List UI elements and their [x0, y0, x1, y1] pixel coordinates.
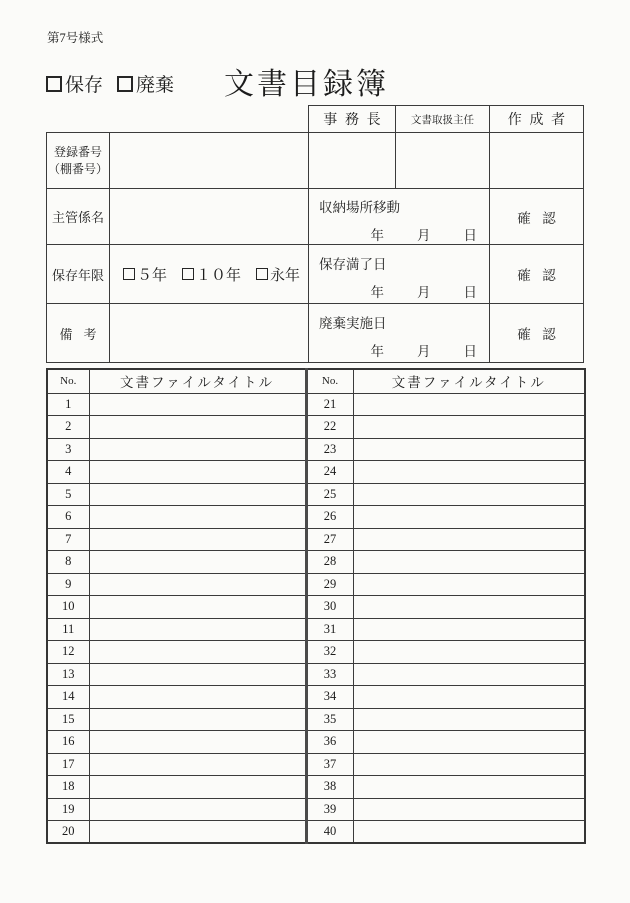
file-title-field-right[interactable]	[353, 393, 585, 416]
file-title-field-right[interactable]	[353, 753, 585, 776]
row-number-right: 39	[306, 798, 353, 821]
file-title-field-right[interactable]	[353, 528, 585, 551]
no-header-right: No.	[306, 369, 353, 393]
row-number-right: 35	[306, 708, 353, 731]
month-label: 月	[417, 227, 431, 243]
file-title-field-left[interactable]	[89, 438, 306, 461]
file-table-header-row	[47, 369, 585, 393]
disposal-date-label: 廃棄実施日	[319, 316, 387, 331]
row-number-left: 17	[47, 753, 89, 776]
row-number-right: 21	[306, 393, 353, 416]
file-title-field-right[interactable]	[353, 618, 585, 641]
row-number-right: 34	[306, 686, 353, 709]
file-title-field-right[interactable]	[353, 573, 585, 596]
file-title-field-right[interactable]	[353, 641, 585, 664]
file-title-field-left[interactable]	[89, 798, 306, 821]
file-title-field-right[interactable]	[353, 821, 585, 844]
retention-5y-label: ５年	[137, 267, 168, 284]
day-label: 日	[463, 227, 477, 243]
row-number-left: 10	[47, 596, 89, 619]
file-title-field-left[interactable]	[89, 641, 306, 664]
file-title-field-left[interactable]	[89, 708, 306, 731]
document-chief-header: 文書取扱主任	[396, 106, 490, 133]
creator-header: 作成者	[490, 106, 584, 133]
file-table-row	[47, 528, 585, 551]
form-number: 第7号様式	[47, 31, 104, 45]
file-title-field-right[interactable]	[353, 461, 585, 484]
row-number-left: 7	[47, 528, 89, 551]
file-table-body	[47, 393, 585, 843]
row-number-right: 26	[306, 506, 353, 529]
row-number-left: 11	[47, 618, 89, 641]
row-number-right: 36	[306, 731, 353, 754]
row-number-left: 6	[47, 506, 89, 529]
file-table-row	[47, 618, 585, 641]
file-table-row	[47, 416, 585, 439]
file-title-field-left[interactable]	[89, 483, 306, 506]
title-header-right: 文書ファイルタイトル	[353, 369, 585, 393]
row-number-right: 38	[306, 776, 353, 799]
file-table-row	[47, 776, 585, 799]
file-title-field-left[interactable]	[89, 731, 306, 754]
remarks-field[interactable]	[110, 304, 309, 363]
discard-label: 廃棄	[136, 75, 175, 96]
retention-permanent-label: 永年	[270, 267, 301, 284]
row-number-right: 40	[306, 821, 353, 844]
year-label: 年	[370, 285, 384, 300]
file-table-row	[47, 686, 585, 709]
file-table-row	[47, 663, 585, 686]
file-title-field-left[interactable]	[89, 618, 306, 641]
office-manager-seal-box[interactable]	[309, 133, 396, 189]
file-title-field-left[interactable]	[89, 416, 306, 439]
discard-checkbox-item[interactable]	[117, 70, 174, 97]
file-title-field-left[interactable]	[89, 686, 306, 709]
file-table-row	[47, 461, 585, 484]
file-title-field-left[interactable]	[89, 528, 306, 551]
retention-permanent-checkbox-icon[interactable]	[256, 268, 268, 280]
registration-number-label: 登録番号 （棚番号）	[47, 133, 110, 189]
file-table-row	[47, 506, 585, 529]
file-table-row	[47, 821, 585, 844]
file-table-row	[47, 438, 585, 461]
row-number-left: 4	[47, 461, 89, 484]
row-number-right: 37	[306, 753, 353, 776]
storage-move-label: 収納場所移動	[319, 199, 400, 215]
file-title-field-left[interactable]	[89, 573, 306, 596]
discard-checkbox-icon[interactable]	[117, 76, 133, 92]
file-title-field-left[interactable]	[89, 663, 306, 686]
section-name-label: 主管係名	[47, 189, 110, 245]
file-table-row	[47, 641, 585, 664]
storage-move-confirm-box[interactable]: 確認	[490, 189, 584, 245]
row-number-left: 1	[47, 393, 89, 416]
row-number-right: 24	[306, 461, 353, 484]
retention-expiry-cell[interactable]	[309, 245, 490, 304]
file-title-field-right[interactable]	[353, 663, 585, 686]
row-number-right: 31	[306, 618, 353, 641]
row-number-left: 13	[47, 663, 89, 686]
file-title-field-left[interactable]	[89, 753, 306, 776]
preserve-checkbox-item[interactable]	[46, 70, 103, 97]
file-title-field-right[interactable]	[353, 506, 585, 529]
row-number-right: 22	[306, 416, 353, 439]
row-number-left: 12	[47, 641, 89, 664]
day-label: 日	[463, 285, 477, 300]
file-table-row	[47, 573, 585, 596]
year-label: 年	[370, 227, 384, 243]
file-title-field-right[interactable]	[353, 686, 585, 709]
file-title-field-right[interactable]	[353, 483, 585, 506]
disposal-confirm-box[interactable]: 確認	[490, 304, 584, 363]
title-header-left: 文書ファイルタイトル	[89, 369, 306, 393]
file-title-field-left[interactable]	[89, 776, 306, 799]
office-manager-header: 事務長	[309, 106, 396, 133]
retention-period-label: 保存年限	[47, 245, 110, 304]
file-title-table	[46, 368, 586, 844]
file-title-field-right[interactable]	[353, 798, 585, 821]
storage-move-cell[interactable]	[309, 189, 490, 245]
retention-permanent-item[interactable]	[256, 264, 300, 285]
row-number-right: 28	[306, 551, 353, 574]
row-number-left: 9	[47, 573, 89, 596]
file-title-field-right[interactable]	[353, 551, 585, 574]
row-number-left: 3	[47, 438, 89, 461]
file-table-row	[47, 393, 585, 416]
row-number-left: 2	[47, 416, 89, 439]
month-label: 月	[417, 344, 431, 359]
row-number-right: 29	[306, 573, 353, 596]
row-number-left: 20	[47, 821, 89, 844]
summary-table	[46, 105, 584, 363]
row-number-left: 8	[47, 551, 89, 574]
no-header-left: No.	[47, 369, 89, 393]
file-title-field-right[interactable]	[353, 416, 585, 439]
row-number-right: 27	[306, 528, 353, 551]
file-title-field-right[interactable]	[353, 596, 585, 619]
retention-10y-item[interactable]	[182, 264, 241, 285]
retention-10y-checkbox-icon[interactable]	[182, 268, 194, 280]
retention-expiry-confirm-box[interactable]: 確認	[490, 245, 584, 304]
row-number-right: 32	[306, 641, 353, 664]
file-table-row	[47, 483, 585, 506]
storage-move-date-line	[309, 224, 489, 244]
row-number-right: 30	[306, 596, 353, 619]
file-table-row	[47, 708, 585, 731]
file-title-field-right[interactable]	[353, 708, 585, 731]
file-table-row	[47, 731, 585, 754]
retention-expiry-date-line	[309, 281, 489, 301]
file-title-field-left[interactable]	[89, 393, 306, 416]
document-chief-seal-box[interactable]	[396, 133, 490, 189]
row-number-left: 16	[47, 731, 89, 754]
file-title-field-left[interactable]	[89, 551, 306, 574]
row-number-right: 23	[306, 438, 353, 461]
file-table-row	[47, 798, 585, 821]
disposal-date-cell[interactable]	[309, 304, 490, 363]
section-name-field[interactable]	[110, 189, 309, 245]
retention-expiry-label: 保存満了日	[319, 257, 387, 272]
retention-5y-checkbox-icon[interactable]	[123, 268, 135, 280]
file-title-field-left[interactable]	[89, 821, 306, 844]
remarks-label: 備考	[47, 304, 110, 363]
file-table-row	[47, 753, 585, 776]
row-number-left: 15	[47, 708, 89, 731]
retention-10y-label: １０年	[196, 267, 242, 284]
row-number-left: 5	[47, 483, 89, 506]
day-label: 日	[463, 344, 477, 359]
row-number-left: 19	[47, 798, 89, 821]
retention-5y-item[interactable]	[123, 264, 167, 285]
row-number-right: 25	[306, 483, 353, 506]
preserve-label: 保存	[65, 75, 104, 96]
file-title-field-right[interactable]	[353, 731, 585, 754]
row-number-left: 18	[47, 776, 89, 799]
retention-options	[110, 264, 308, 285]
row-number-right: 33	[306, 663, 353, 686]
month-label: 月	[417, 285, 431, 300]
registration-number-field[interactable]	[110, 133, 309, 189]
row-number-left: 14	[47, 686, 89, 709]
file-title-field-right[interactable]	[353, 776, 585, 799]
file-title-field-left[interactable]	[89, 596, 306, 619]
file-table-row	[47, 596, 585, 619]
file-title-field-right[interactable]	[353, 438, 585, 461]
preserve-checkbox-icon[interactable]	[46, 76, 62, 92]
page-title: 文書目録簿	[224, 68, 389, 101]
file-title-field-left[interactable]	[89, 506, 306, 529]
file-title-field-left[interactable]	[89, 461, 306, 484]
retention-period-field	[110, 245, 309, 304]
file-table-row	[47, 551, 585, 574]
year-label: 年	[370, 344, 384, 359]
disposal-date-line	[309, 340, 489, 360]
doc-type-row	[46, 70, 174, 97]
creator-seal-box[interactable]	[490, 133, 584, 189]
header-spacer	[47, 106, 309, 133]
